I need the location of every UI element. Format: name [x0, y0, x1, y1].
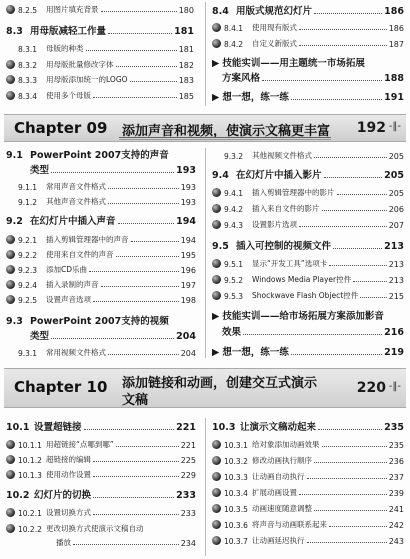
- entry-page: 187: [388, 40, 404, 49]
- toc-section-cont: [6, 163, 196, 176]
- toc-entry: [6, 264, 196, 275]
- entry-number: 9.5.3: [224, 292, 244, 301]
- entry-page: 197: [180, 281, 196, 290]
- bullet-icon: [6, 508, 15, 517]
- entry-page: 234: [180, 539, 196, 548]
- entry-number: 8.3.3: [18, 76, 38, 85]
- entry-page: 195: [180, 251, 196, 260]
- entry-title: 更改切换方式使演示文稿自动: [46, 524, 144, 533]
- section-number: 8.4: [212, 6, 229, 17]
- chapter-title: 添加声音和视频，使演示文稿更丰富: [122, 124, 331, 139]
- entry-title: 给对象添加动画效果: [252, 440, 320, 449]
- bullet-icon: [212, 220, 221, 229]
- toc-entry: [6, 454, 196, 465]
- entry-number: 10.3.6: [224, 521, 248, 530]
- entry-page: 185: [178, 92, 194, 101]
- toc-entry: [6, 469, 196, 480]
- bullet-icon: [212, 536, 221, 545]
- chapter-page: 192: [356, 120, 386, 136]
- crosshair-icon: -‖-: [388, 121, 401, 132]
- entry-page: 235: [388, 441, 404, 450]
- section-title: 幻灯片的切换: [34, 490, 92, 501]
- toc-entry: [6, 294, 196, 305]
- entry-page: 196: [180, 266, 196, 275]
- entry-number: 10.2.1: [18, 509, 42, 518]
- bullet-icon: [212, 291, 221, 300]
- toc-entry: [212, 187, 404, 198]
- toc-entry-cont: [6, 537, 196, 548]
- toc-special: [212, 90, 404, 103]
- entry-title: 常用视频文件格式: [46, 348, 106, 357]
- toc-entry: [212, 439, 404, 450]
- section-number: 10.2: [6, 490, 30, 501]
- special-title: ——用主题统一市场拓展: [260, 58, 365, 69]
- entry-page: 205: [388, 189, 404, 198]
- section-page: 235: [384, 422, 404, 433]
- entry-title: 添加CD乐曲: [46, 265, 88, 274]
- entry-page: 221: [180, 441, 196, 450]
- section-title-cont: 类型: [30, 165, 50, 176]
- toc-section: [6, 24, 194, 37]
- entry-title: 用超链接“点哪到哪”: [46, 440, 114, 449]
- section-title: 用版式规范幻灯片: [236, 6, 313, 17]
- entry-number: 9.1.2: [18, 198, 38, 207]
- toc-entry: [212, 455, 404, 466]
- entry-number: 9.2.5: [18, 296, 38, 305]
- special-label: 技能实训: [222, 58, 261, 69]
- bullet-icon: [6, 5, 15, 14]
- entry-number: 9.1.1: [18, 183, 38, 192]
- bullet-icon: [212, 39, 221, 48]
- entry-title: 插入来自文件的影片: [252, 204, 320, 213]
- entry-page: 198: [180, 296, 196, 305]
- entry-page: 233: [180, 509, 196, 518]
- entry-title: 让动画自动执行: [252, 472, 305, 481]
- arrow-icon: ▶: [212, 58, 220, 69]
- toc-section: [212, 168, 404, 181]
- special-page: 188: [384, 73, 404, 84]
- entry-number: 9.3.1: [18, 349, 38, 358]
- toc-entry: [6, 439, 196, 450]
- entry-number: 9.4.1: [224, 189, 244, 198]
- bullet-icon: [212, 520, 221, 529]
- section-page: 221: [176, 422, 196, 433]
- bullet-icon: [212, 504, 221, 513]
- entry-title: 设置声音选项: [46, 295, 91, 304]
- section-title: 插入可控制的视频文件: [236, 241, 332, 252]
- special-label: 技能实训: [222, 311, 261, 322]
- bullet-icon: [6, 91, 15, 100]
- special-page: 191: [384, 92, 404, 103]
- entry-page: 180: [178, 6, 194, 15]
- bullet-icon: [212, 188, 221, 197]
- special-title-cont: 方案风格: [222, 73, 261, 84]
- section-number: 9.1: [6, 150, 23, 161]
- bullet-icon: [212, 440, 221, 449]
- entry-title: 插入剪辑管理器中的声音: [46, 235, 129, 244]
- entry-title: 扩展动画设置: [252, 488, 297, 497]
- entry-number: 9.2.3: [18, 266, 38, 275]
- section-page: 193: [176, 165, 196, 176]
- toc-entry: [212, 471, 404, 482]
- special-label: 想一想，练一练: [222, 347, 289, 358]
- toc-section-cont: [6, 329, 196, 342]
- entry-title: 用母版批量修改字体: [46, 60, 114, 69]
- toc-entry: [6, 196, 196, 207]
- arrow-icon: ▶: [212, 92, 220, 103]
- section-page: 186: [384, 6, 404, 17]
- entry-number: 8.3.4: [18, 92, 38, 101]
- entry-page: 207: [388, 221, 404, 230]
- section-page: 181: [174, 26, 194, 37]
- bullet-icon: [6, 440, 15, 449]
- entry-page: 241: [388, 505, 404, 514]
- entry-number: 9.4.2: [224, 205, 244, 214]
- entry-title: 使用动作设置: [46, 470, 91, 479]
- entry-page: 213: [388, 276, 404, 285]
- section-page: 233: [176, 490, 196, 501]
- entry-title: Shockwave Flash Object控件: [252, 291, 359, 300]
- entry-number: 8.3.1: [18, 45, 38, 54]
- toc-entry: [212, 258, 404, 269]
- entry-title: 使用现有版式: [252, 23, 297, 32]
- entry-title: 动画速度随意调整: [252, 504, 312, 513]
- entry-number: 9.2.1: [18, 236, 38, 245]
- section-number: 10.3: [212, 422, 236, 433]
- section-number: 9.3: [6, 316, 23, 327]
- entry-page: 206: [388, 205, 404, 214]
- entry-number: 8.4.1: [224, 24, 244, 33]
- entry-number: 10.3.4: [224, 489, 248, 498]
- section-title-cont: 类型: [30, 331, 50, 342]
- entry-number: 10.3.2: [224, 457, 248, 466]
- toc-entry: [212, 487, 404, 498]
- section-number: 9.2: [6, 216, 23, 227]
- entry-page: 204: [180, 349, 196, 358]
- arrow-icon: ▶: [212, 347, 220, 358]
- section-number: 9.5: [212, 241, 229, 252]
- section-title: PowerPoint 2007支持的声音: [30, 150, 169, 161]
- chapter-page: 220: [356, 380, 386, 396]
- toc-entry: [212, 22, 404, 33]
- entry-page: 186: [388, 24, 404, 33]
- section-number: 8.3: [6, 26, 23, 37]
- chapter-title-line1: 添加链接和动画，创建交互式演示: [122, 376, 318, 391]
- entry-page: 242: [388, 521, 404, 530]
- toc-section: [6, 148, 196, 161]
- special-page: 219: [384, 347, 404, 358]
- entry-title-cont: 播放: [56, 538, 71, 547]
- section-title: 用母版减轻工作量: [30, 26, 107, 37]
- chapter-title-line2: 文稿: [122, 393, 149, 408]
- toc-entry: [212, 503, 404, 514]
- toc-entry: [6, 43, 194, 54]
- section-page: 194: [176, 216, 196, 227]
- entry-page: 182: [178, 61, 194, 70]
- bullet-icon: [6, 75, 15, 84]
- toc-section: [6, 488, 196, 501]
- chapter-09-banner: [4, 114, 406, 142]
- entry-number: 9.3.2: [224, 152, 244, 161]
- toc-entry: [6, 249, 196, 260]
- toc-entry: [6, 181, 196, 192]
- toc-entry: [6, 74, 194, 85]
- entry-number: 9.5.2: [224, 276, 244, 285]
- entry-number: 9.4.3: [224, 221, 244, 230]
- bullet-icon: [212, 456, 221, 465]
- crosshair-icon: -‖-: [388, 381, 401, 392]
- special-title: ——给市场拓展方案添加影音: [260, 311, 384, 322]
- special-label: 想一想，练一练: [222, 92, 289, 103]
- toc-entry: [6, 4, 194, 15]
- bullet-icon: [212, 259, 221, 268]
- bullet-icon: [6, 524, 15, 533]
- toc-entry: [6, 234, 196, 245]
- entry-page: 225: [180, 456, 196, 465]
- toc-entry: [212, 290, 404, 301]
- entry-page: 239: [388, 489, 404, 498]
- section-title: 让演示文稿动起来: [240, 422, 317, 433]
- special-page: 216: [384, 327, 404, 338]
- section-title: 设置超链接: [34, 422, 82, 433]
- entry-number: 10.1.1: [18, 441, 42, 450]
- bullet-icon: [6, 250, 15, 259]
- toc-special: [212, 56, 404, 69]
- entry-title: 插入剪辑管理器中的影片: [252, 188, 335, 197]
- entry-title: 使用来自文件的声音: [46, 250, 114, 259]
- toc-entry: [6, 279, 196, 290]
- toc-entry: [6, 59, 194, 70]
- toc-section: [212, 239, 404, 252]
- bullet-icon: [6, 280, 15, 289]
- entry-number: 10.3.5: [224, 505, 248, 514]
- toc-section: [212, 420, 404, 433]
- entry-title: 自定义新版式: [252, 39, 297, 48]
- entry-number: 10.1.2: [18, 456, 42, 465]
- toc-section: [6, 214, 196, 227]
- chapter-label: Chapter 10: [14, 378, 108, 396]
- entry-number: 9.2.4: [18, 281, 38, 290]
- entry-title: 将声音与动画联系起来: [252, 520, 327, 529]
- entry-number: 8.2.5: [18, 6, 38, 15]
- section-number: 9.4: [212, 170, 229, 181]
- section-page: 205: [384, 170, 404, 181]
- entry-title: 设置切换方式: [46, 508, 91, 517]
- chapter-10-banner: [4, 368, 406, 408]
- toc-entry: [212, 274, 404, 285]
- chapter-label: Chapter 09: [14, 119, 108, 137]
- bullet-icon: [212, 23, 221, 32]
- toc-entry: [212, 38, 404, 49]
- toc-entry: [6, 347, 196, 358]
- bullet-icon: [6, 295, 15, 304]
- entry-title: 设置影片选项: [252, 220, 297, 229]
- toc-entry: [212, 219, 404, 230]
- entry-page: 215: [388, 292, 404, 301]
- toc-section: [212, 4, 404, 17]
- entry-title: 超链接的编辑: [46, 455, 91, 464]
- bullet-icon: [6, 235, 15, 244]
- toc-special-cont: [212, 325, 404, 338]
- bullet-icon: [212, 204, 221, 213]
- toc-special-cont: [212, 71, 404, 84]
- toc-entry: [212, 150, 404, 161]
- bullet-icon: [6, 455, 15, 464]
- entry-page: 193: [180, 198, 196, 207]
- entry-page: 213: [388, 260, 404, 269]
- entry-number: 10.3.1: [224, 441, 248, 450]
- entry-title: 让动画延迟执行: [252, 536, 305, 545]
- special-title-cont: 效果: [222, 327, 242, 338]
- entry-page: 183: [178, 76, 194, 85]
- entry-number: 10.1.3: [18, 471, 42, 480]
- toc-special: [212, 345, 404, 358]
- bullet-icon: [212, 275, 221, 284]
- arrow-icon: ▶: [212, 311, 220, 322]
- toc-entry: [212, 519, 404, 530]
- toc-entry: [6, 523, 196, 534]
- toc-entry: [212, 535, 404, 546]
- bullet-icon: [6, 265, 15, 274]
- entry-page: 237: [388, 473, 404, 482]
- entry-title: 用母版添加统一的LOGO: [46, 75, 128, 84]
- toc-special: [212, 309, 404, 322]
- entry-title: 其他视频文件格式: [252, 151, 312, 160]
- entry-title: 常用声音文件格式: [46, 182, 106, 191]
- entry-number: 9.2.2: [18, 251, 38, 260]
- section-page: 204: [176, 331, 196, 342]
- entry-title: 插入录制的声音: [46, 280, 99, 289]
- entry-page: 205: [388, 152, 404, 161]
- section-page: 213: [384, 241, 404, 252]
- section-number: 10.1: [6, 422, 30, 433]
- entry-title: 修改动画执行顺序: [252, 456, 312, 465]
- toc-section: [6, 420, 196, 433]
- section-title: 在幻灯片中插入声音: [30, 216, 116, 227]
- toc-section: [6, 314, 196, 327]
- entry-title: 使用多个母版: [46, 91, 91, 100]
- entry-page: 194: [180, 236, 196, 245]
- toc-entry: [6, 507, 196, 518]
- bullet-icon: [6, 470, 15, 479]
- entry-page: 236: [388, 457, 404, 466]
- entry-title: 母版的种类: [46, 44, 84, 53]
- entry-number: 10.3.3: [224, 473, 248, 482]
- section-title: PowerPoint 2007支持的视频: [30, 316, 169, 327]
- entry-number: 10.2.2: [18, 525, 42, 534]
- entry-page: 229: [180, 471, 196, 480]
- toc-entry: [212, 203, 404, 214]
- bullet-icon: [212, 488, 221, 497]
- entry-number: 10.3.7: [224, 537, 248, 546]
- entry-title: Windows Media Player控件: [252, 275, 352, 284]
- entry-number: 8.3.2: [18, 61, 38, 70]
- entry-title: 显示“开发工具”选项卡: [252, 259, 328, 268]
- entry-number: 8.4.2: [224, 40, 244, 49]
- entry-title: 用图片填充背景: [46, 5, 99, 14]
- section-title: 在幻灯片中插入影片: [236, 170, 322, 181]
- toc-entry: [6, 90, 194, 101]
- entry-number: 9.5.1: [224, 260, 244, 269]
- bullet-icon: [6, 60, 15, 69]
- entry-page: 181: [178, 45, 194, 54]
- bullet-icon: [212, 472, 221, 481]
- entry-title: 其他声音文件格式: [46, 197, 106, 206]
- entry-page: 243: [388, 537, 404, 546]
- entry-page: 193: [180, 183, 196, 192]
